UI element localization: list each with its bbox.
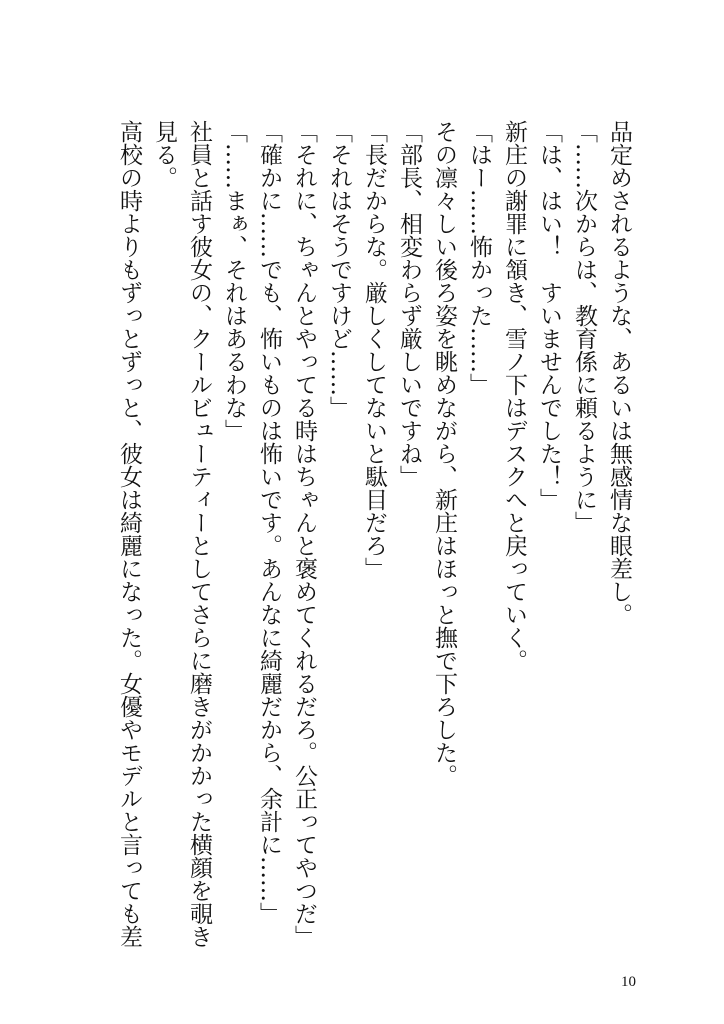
text-line-10: 「それに、ちゃんとやってる時はちゃんと褒めてくれるだろ。公正ってやつだ」 (291, 120, 317, 948)
text-line-6: その凛々しい後ろ姿を眺めながら、新庄はほっと撫で下ろした。 (431, 120, 457, 787)
vertical-text-body (111, 120, 636, 948)
text-line-1: 品定めされるような、あるいは無感情な眼差し。 (606, 120, 632, 626)
page-number: 10 (621, 974, 636, 990)
text-line-14: 見る。 (151, 120, 177, 189)
text-line-4: 新庄の謝罪に頷き、雪ノ下はデスクへと戻っていく。 (501, 120, 527, 672)
text-line-15: 高校の時よりもずっとずっと、彼女は綺麗になった。女優やモデルと言っても差 (116, 120, 142, 948)
text-line-8: 「長だからな。厳しくしてないと駄目だろ」 (361, 120, 387, 580)
text-line-3: 「は、はい！ すいませんでした！」 (536, 120, 562, 511)
text-line-12: 「……まぁ、それはあるわな」 (221, 120, 247, 442)
text-line-5: 「はー……怖かった……」 (466, 120, 492, 396)
text-line-7: 「部長、相変わらず厳しいですね」 (396, 120, 422, 488)
text-line-11: 「確かに……でも、怖いものは怖いです。あんなに綺麗だから、余計に……」 (256, 120, 282, 925)
text-line-13: 社員と話す彼女の、クールビューティーとしてさらに磨きがかかった横顔を覗き (186, 120, 212, 948)
text-line-2: 「……次からは、教育係に頼るように」 (571, 120, 597, 534)
text-line-9: 「それはそうですけど……」 (326, 120, 352, 419)
